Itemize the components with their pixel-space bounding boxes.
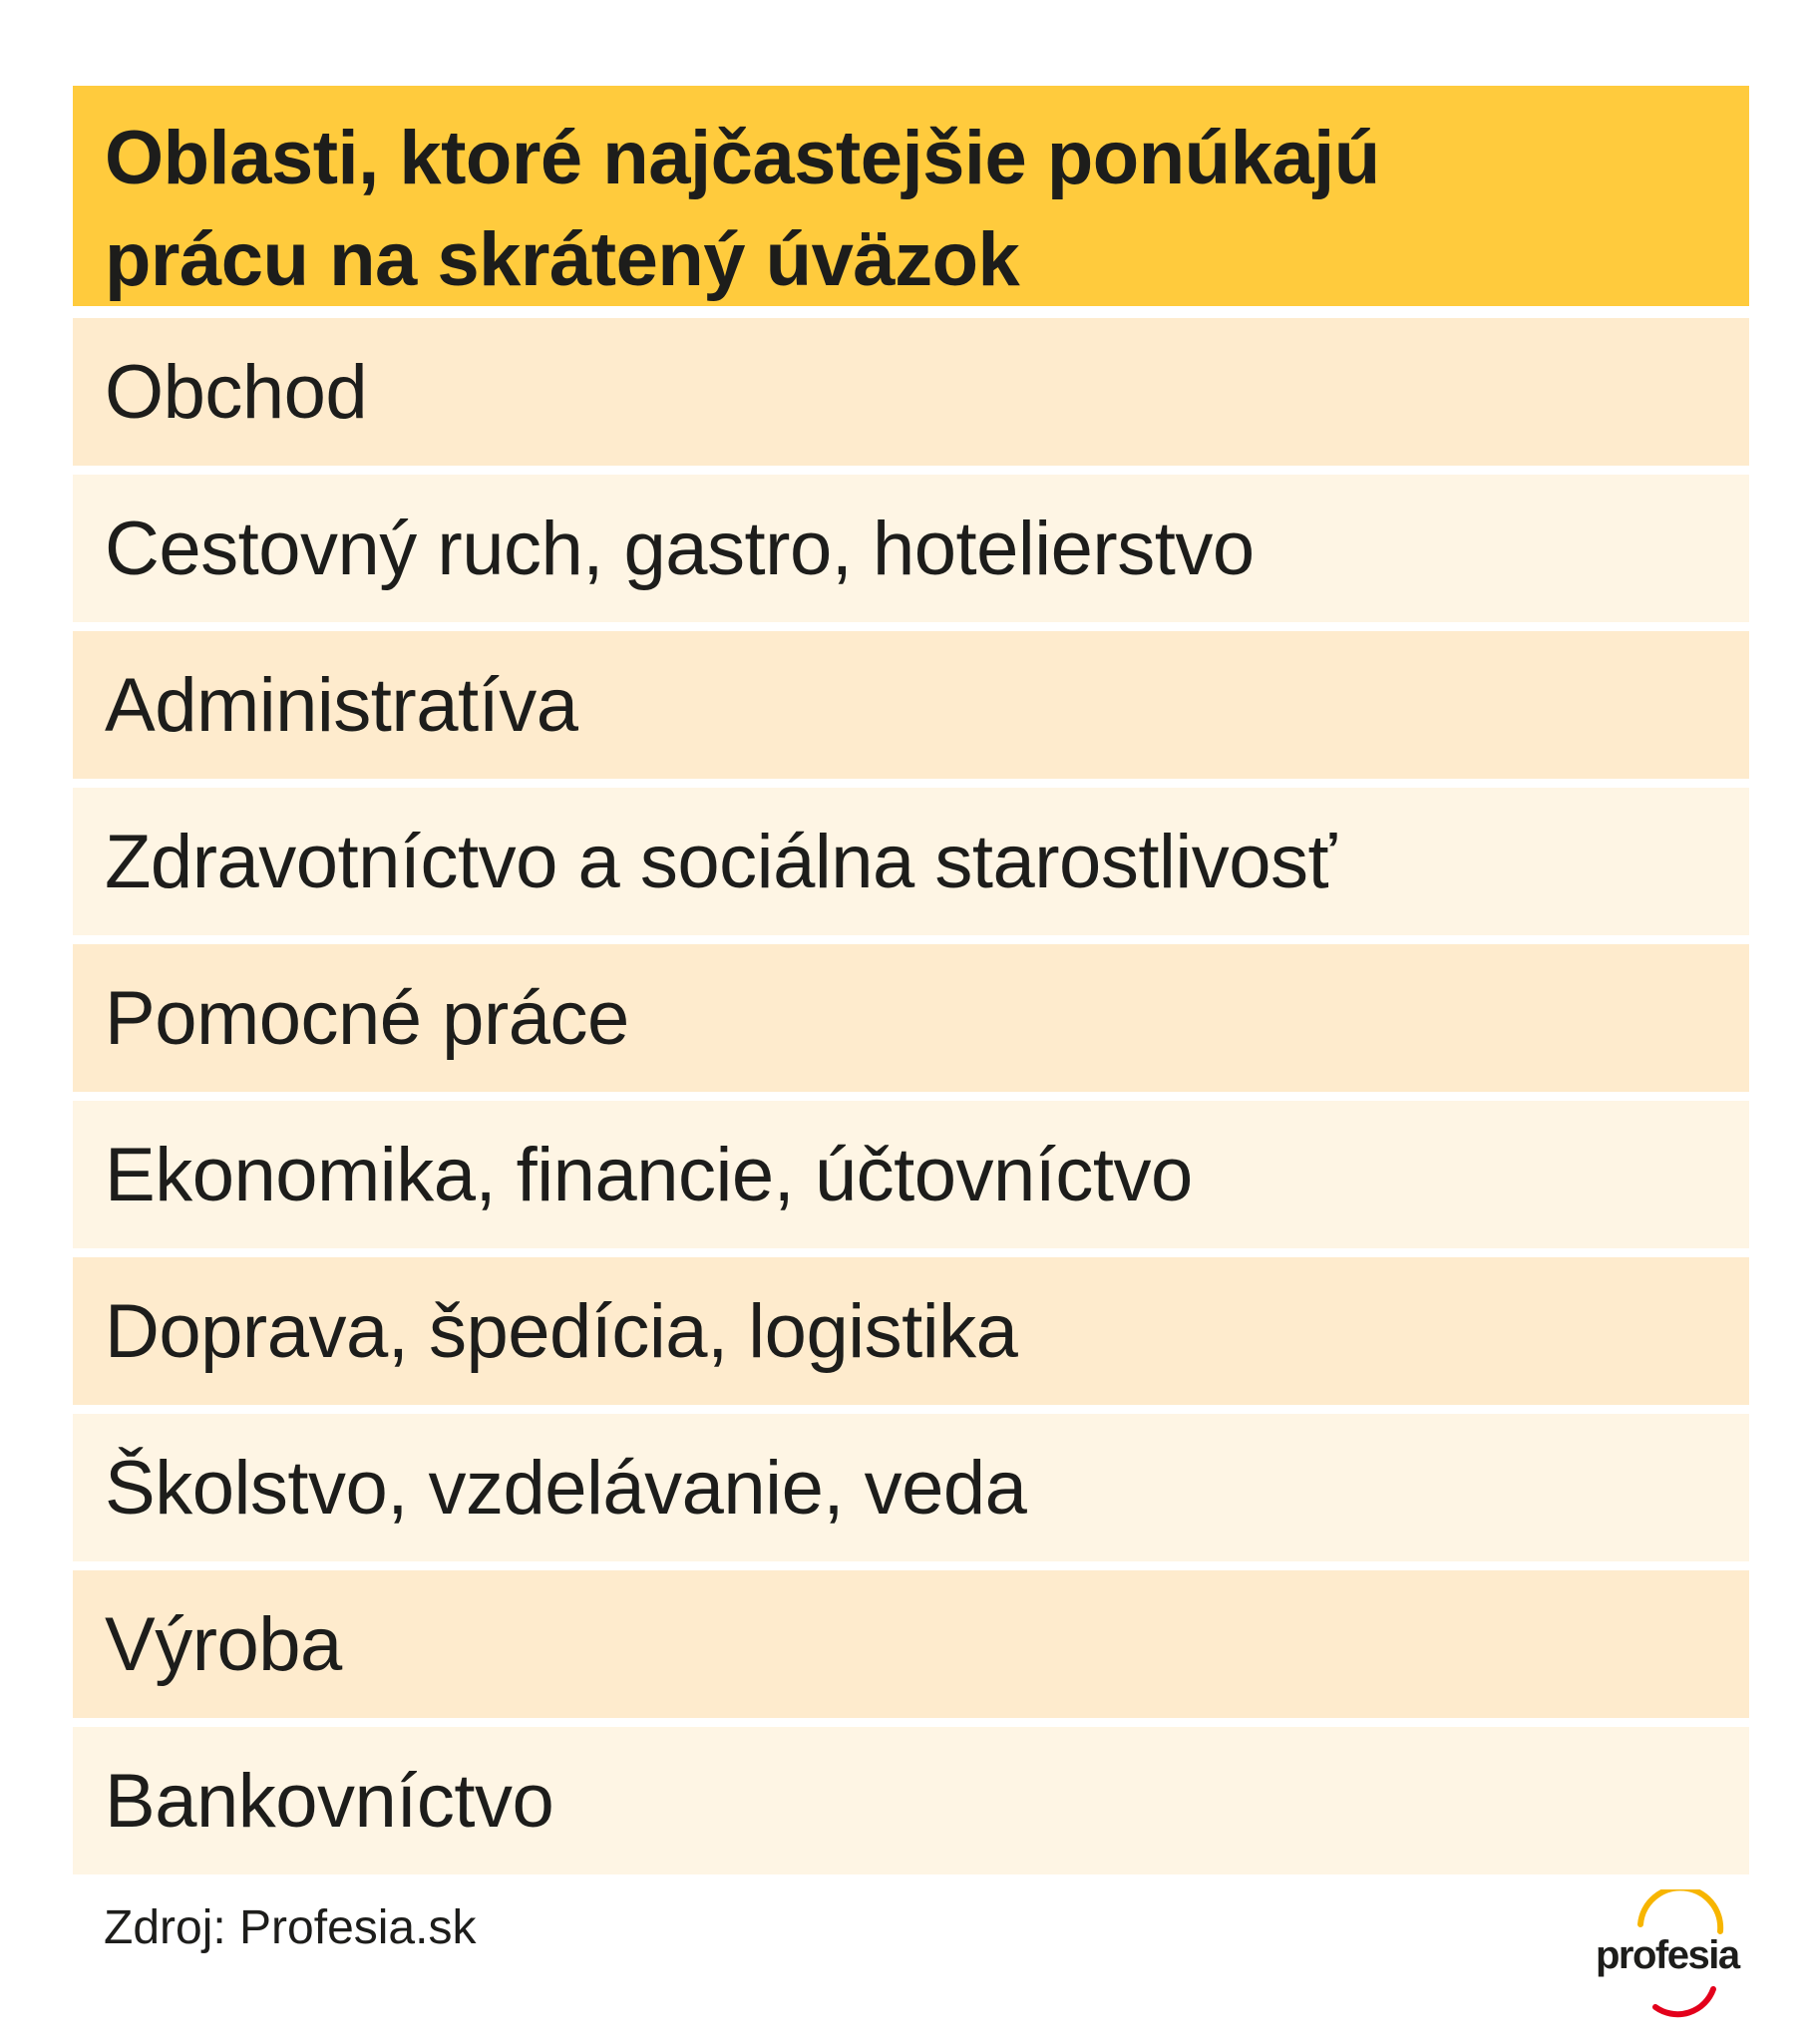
table-row: Administratíva <box>73 631 1749 779</box>
table-row: Doprava, špedícia, logistika <box>73 1257 1749 1405</box>
table-row: Obchod <box>73 318 1749 466</box>
ranking-table <box>73 86 1749 1874</box>
logo-arc-top-icon <box>1640 1889 1720 1931</box>
source-note: Zdroj: Profesia.sk <box>104 1901 477 1954</box>
table-row: Školstvo, vzdelávanie, veda <box>73 1414 1749 1561</box>
table-row: Bankovníctvo <box>73 1727 1749 1874</box>
table-row: Cestovný ruch, gastro, hotelierstvo <box>73 475 1749 622</box>
table-rows <box>73 318 1749 1874</box>
table-title <box>73 86 1749 306</box>
table-row: Výroba <box>73 1570 1749 1718</box>
profesia-logo <box>1596 1889 1739 2029</box>
table-row: Ekonomika, financie, účtovníctvo <box>73 1101 1749 1248</box>
table-row: Pomocné práce <box>73 944 1749 1092</box>
table-row: Zdravotníctvo a sociálna starostlivosť <box>73 788 1749 935</box>
table-title-line: Oblasti, ktoré najčastejšie ponúkajú <box>105 116 1380 200</box>
logo-text: profesia <box>1596 1933 1739 1977</box>
logo-arc-bottom-icon <box>1655 1989 1713 2014</box>
table-title-line: prácu na skrátený úväzok <box>105 217 1020 302</box>
